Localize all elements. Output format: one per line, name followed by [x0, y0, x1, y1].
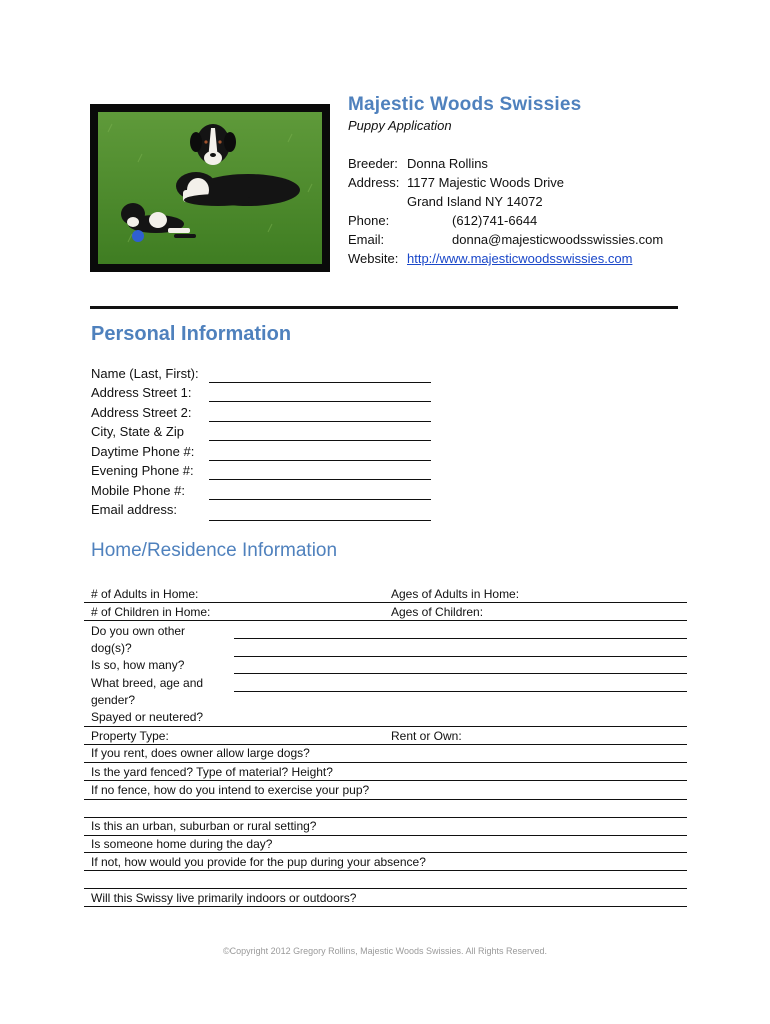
someone-home-label: Is someone home during the day?: [91, 837, 273, 851]
breeder-label: Breeder:: [348, 156, 398, 171]
home-info-heading: Home/Residence Information: [91, 540, 338, 561]
rent-own-label: Rent or Own:: [391, 729, 462, 743]
rent-large-dogs-line[interactable]: [84, 762, 687, 763]
indoors-line[interactable]: [84, 906, 687, 907]
email-address-label: Email address:: [91, 502, 177, 517]
how-many-line[interactable]: [234, 656, 687, 657]
someone-home-line[interactable]: [84, 852, 687, 853]
daytime-phone-field[interactable]: [209, 460, 431, 461]
address1-field[interactable]: [209, 401, 431, 402]
breed-label-2: gender?: [91, 693, 136, 707]
kennel-title: Majestic Woods Swissies: [348, 94, 582, 115]
own-dogs-label-1: Do you own other: [91, 624, 186, 638]
daytime-phone-label: Daytime Phone #:: [91, 444, 195, 459]
phone-value: (612)741-6644: [452, 213, 538, 228]
website-link[interactable]: http://www.majesticwoodsswissies.com: [407, 251, 633, 266]
phone-label: Phone:: [348, 213, 390, 228]
urban-label: Is this an urban, suburban or rural setting?: [91, 819, 317, 833]
mobile-phone-field[interactable]: [209, 499, 431, 500]
name-label: Name (Last, First):: [91, 366, 199, 381]
adult-ages-label: Ages of Adults in Home:: [391, 587, 520, 601]
evening-phone-label: Evening Phone #:: [91, 463, 194, 478]
copyright-footer: ©Copyright 2012 Gregory Rollins, Majestic Woods Swissies. All Rights Reserved.: [222, 946, 548, 956]
yard-fenced-line[interactable]: [84, 780, 687, 781]
mobile-phone-label: Mobile Phone #:: [91, 483, 185, 498]
breeder-value: Donna Rollins: [407, 156, 488, 171]
breed-label-1: What breed, age and: [91, 676, 204, 690]
property-line[interactable]: [84, 744, 687, 745]
form-subtitle: Puppy Application: [348, 118, 452, 133]
spayed-label: Spayed or neutered?: [91, 710, 204, 724]
evening-phone-field[interactable]: [209, 479, 431, 480]
absence-line-2[interactable]: [84, 888, 687, 889]
email-value: donna@majesticwoodsswissies.com: [452, 232, 664, 247]
children-ages-label: Ages of Children:: [391, 605, 484, 619]
address1-label: Address Street 1:: [91, 385, 192, 400]
spayed-line[interactable]: [84, 726, 687, 727]
yard-fenced-label: Is the yard fenced? Type of material? Height?: [91, 765, 333, 779]
property-type-label: Property Type:: [91, 729, 169, 743]
city-state-zip-field[interactable]: [209, 440, 431, 441]
address-line2: Grand Island NY 14072: [407, 194, 543, 209]
breed-line-1[interactable]: [234, 673, 687, 674]
header-divider: [90, 306, 678, 309]
no-fence-line-1[interactable]: [84, 799, 687, 800]
indoors-label: Will this Swissy live primarily indoors or outdoors?: [91, 891, 357, 905]
dogs-photo: [98, 112, 322, 264]
address-line1: 1177 Majestic Woods Drive: [407, 175, 565, 190]
breed-line-2[interactable]: [234, 691, 687, 692]
urban-line[interactable]: [84, 835, 687, 836]
email-label: Email:: [348, 232, 385, 247]
name-field[interactable]: [209, 382, 431, 383]
city-state-zip-label: City, State & Zip: [91, 424, 184, 439]
address-label: Address:: [348, 175, 400, 190]
no-fence-label: If no fence, how do you intend to exercise your pup?: [91, 783, 370, 797]
adults-label: # of Adults in Home:: [91, 587, 199, 601]
children-line[interactable]: [84, 620, 687, 621]
website-label: Website:: [348, 251, 399, 266]
personal-info-heading: Personal Information: [91, 323, 292, 345]
absence-label: If not, how would you provide for the pup during your absence?: [91, 855, 426, 869]
how-many-label: Is so, how many?: [91, 658, 185, 672]
own-dogs-label-2: dog(s)?: [91, 641, 132, 655]
no-fence-line-2[interactable]: [84, 817, 687, 818]
adults-line[interactable]: [84, 602, 687, 603]
address2-field[interactable]: [209, 421, 431, 422]
children-label: # of Children in Home:: [91, 605, 211, 619]
own-dogs-line[interactable]: [234, 638, 687, 639]
absence-line-1[interactable]: [84, 870, 687, 871]
address2-label: Address Street 2:: [91, 405, 192, 420]
rent-large-dogs-label: If you rent, does owner allow large dogs?: [91, 746, 310, 760]
email-address-field[interactable]: [209, 520, 431, 521]
